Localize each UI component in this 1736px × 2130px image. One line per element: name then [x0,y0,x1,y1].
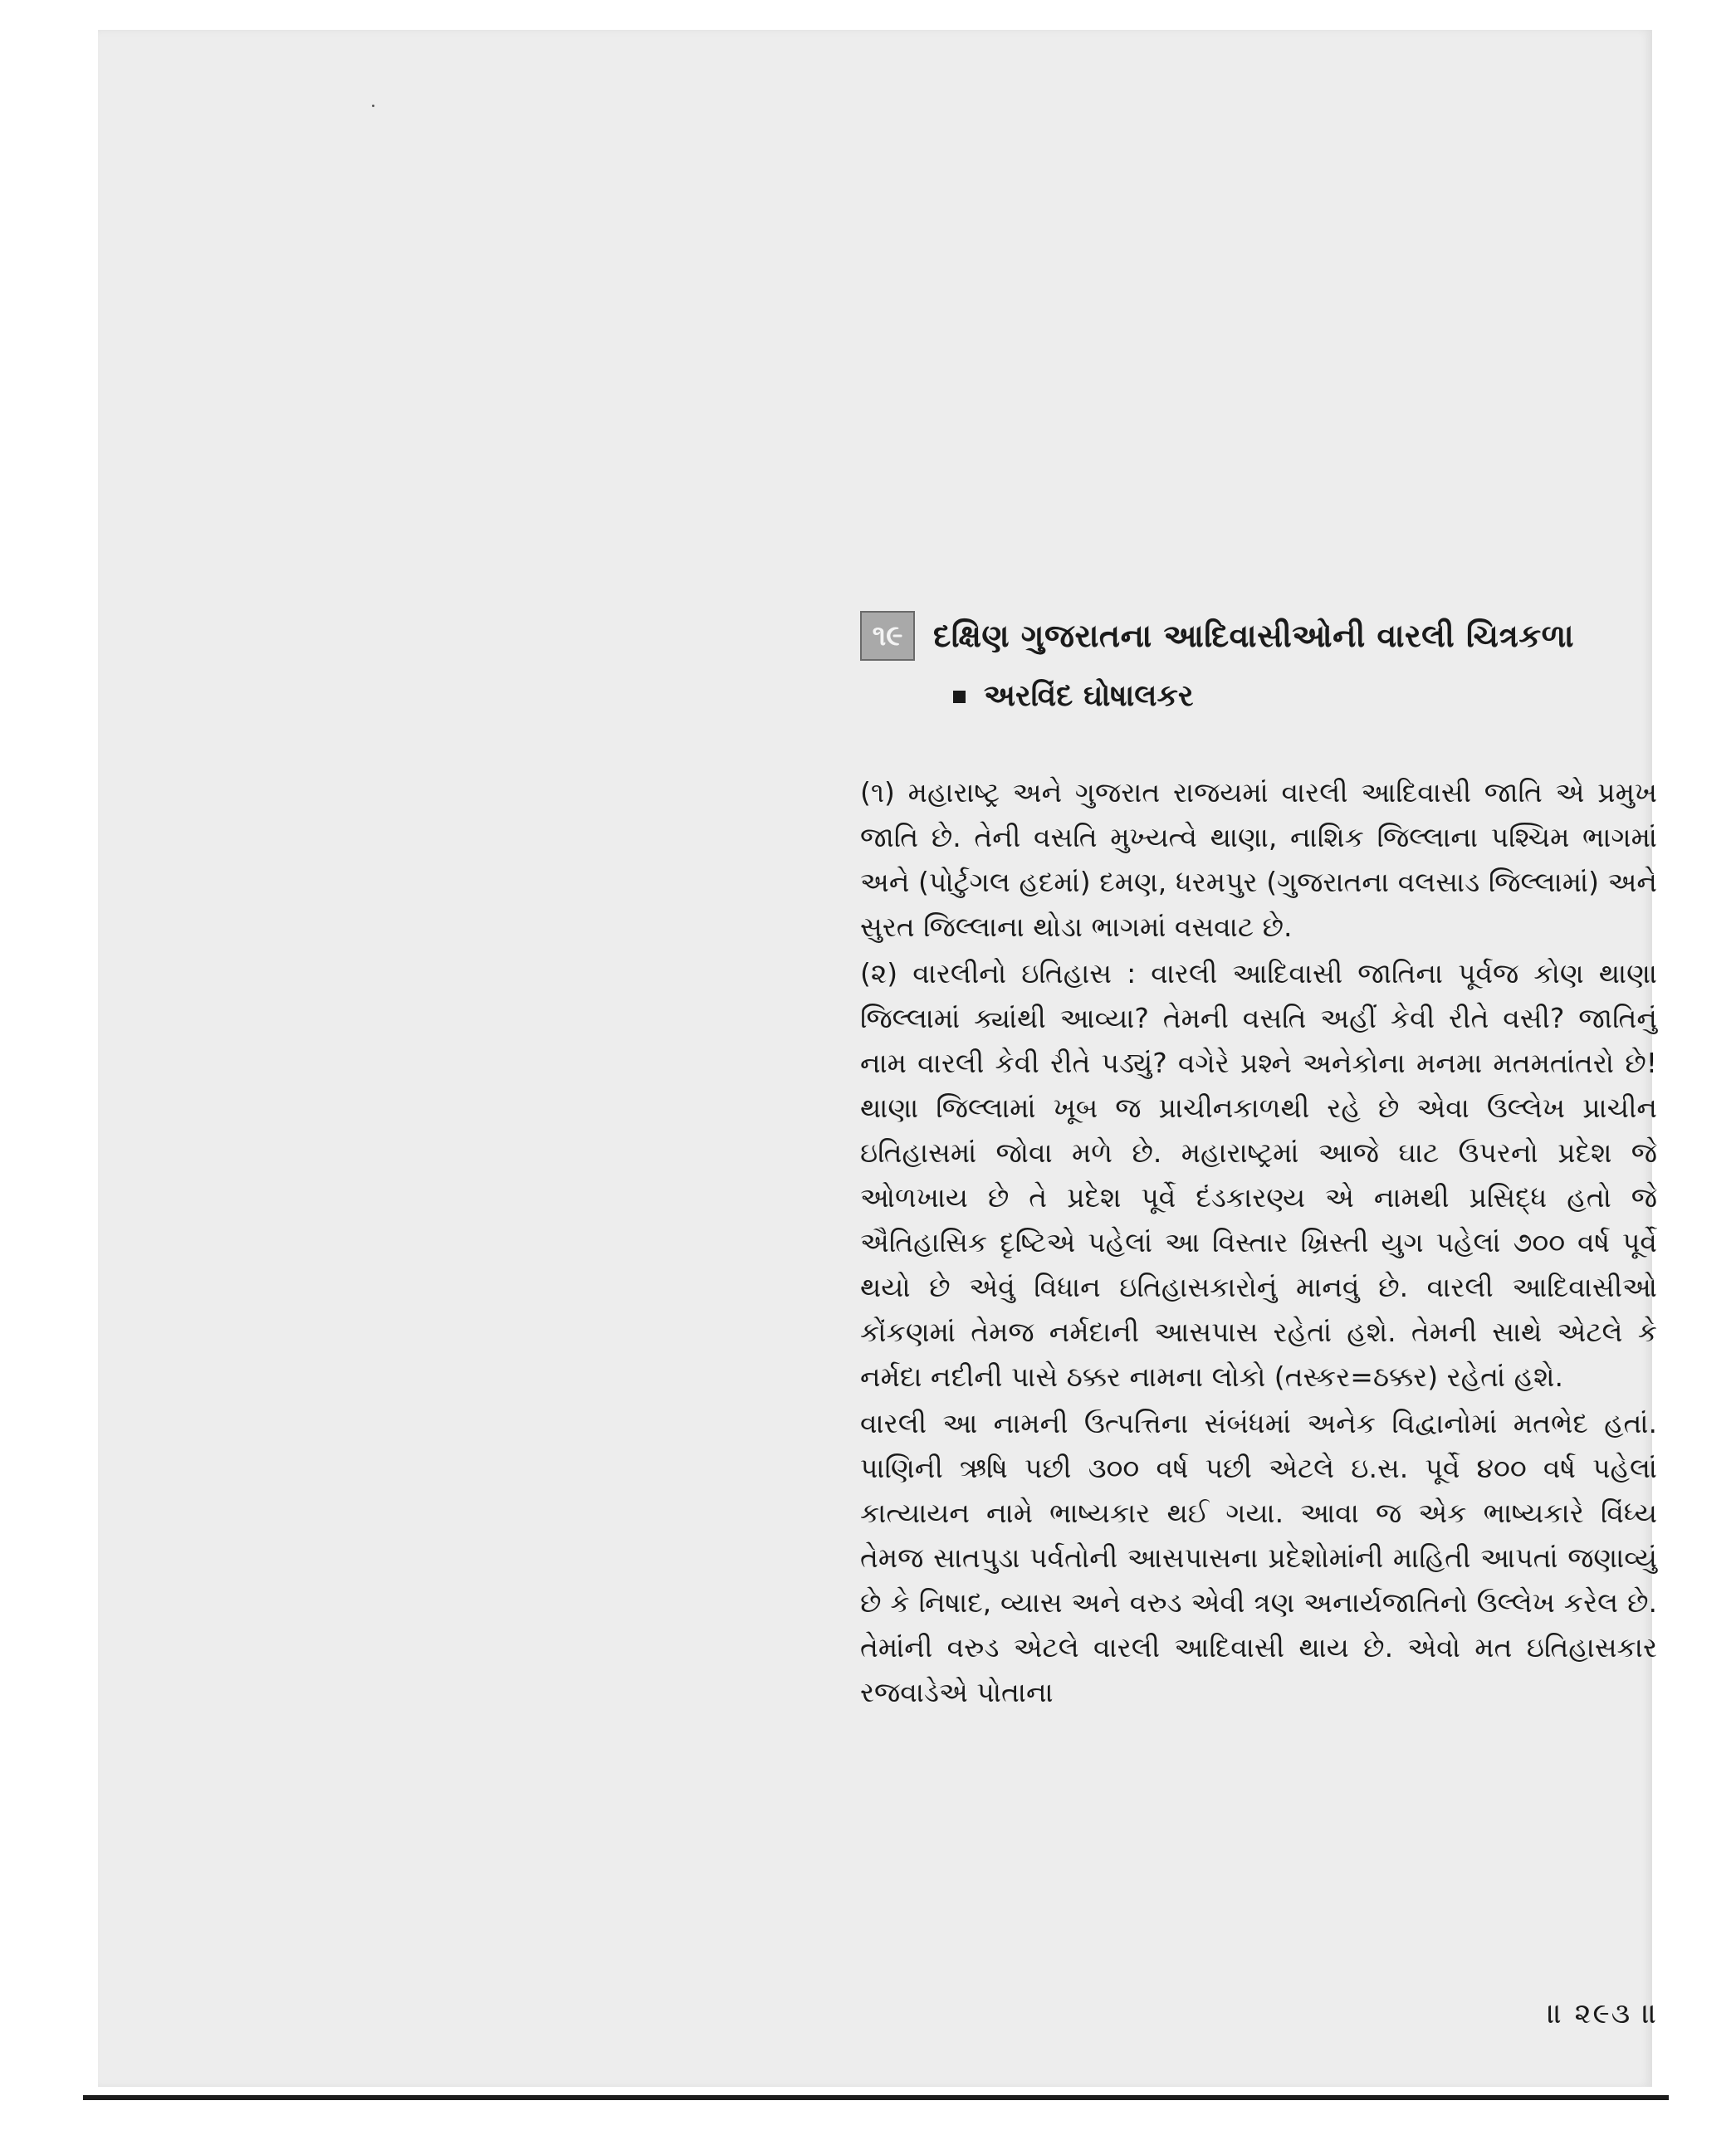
page-bottom-rule [83,2095,1669,2100]
chapter-heading [860,611,1657,661]
dust-speck [372,105,374,107]
article-title: દક્ષિણ ગુજરાતના આદિવાસીઓની વારલી ચિત્રકળા [933,617,1575,654]
chapter-number-badge: ૧૯ [860,611,915,661]
paragraph: (૧) મહારાષ્ટ્ર અને ગુજરાત રાજયમાં વારલી આદિવાસી જાતિ એ પ્રમુખ જાતિ છે. તેની વસતિ મુખ્યત્વે થાણા, નાશિક જિલ્લાના પશ્ચિમ ભાગમાં અને (પોર્ટુગલ હદમાં) દમણ, ધરમપુર (ગુજરાતના વલસાડ જિલ્લામાં) અને સુરત જિલ્લાના થોડા ભાગમાં વસવાટ છે. [860,776,1657,943]
paragraph: વારલી આ નામની ઉત્પત્તિના સંબંધમાં અનેક વિદ્વાનોમાં મતભેદ હતાં. પાણિની ઋષિ પછી ૩૦૦ વર્ષ પછી એટલે ઇ.સ. પૂર્વે ૪૦૦ વર્ષ પહેલાં કાત્યાયન નામે ભાષ્યકાર થઈ ગયા. આવા જ એક ભાષ્યકારે વિંધ્ય તેમજ સાતપુડા પર્વતોની આસપાસના પ્રદેશોમાંની માહિતી આપતાં જણાવ્યું છે કે નિષાદ, વ્યાસ અને વરુડ એવી ત્રણ અનાર્યજાતિનો ઉલ્લેખ કરેલ છે. તેમાંની વરુડ એટલે વારલી આદિવાસી થાય છે. એવો મત ઇતિહાસકાર રજવાડેએ પોતાના [860,1407,1657,1708]
page-sheet [98,30,1659,2087]
article [860,611,1657,1717]
square-bullet-icon [953,691,966,703]
body-text [860,770,1657,1715]
page-number: ॥ ૨૯૩ ॥ [1547,1997,1659,2030]
paragraph: (૨) વારલીનો ઇતિહાસ : વારલી આદિવાસી જાતિના પૂર્વજ કોણ થાણા જિલ્લામાં ક્યાંથી આવ્યા? તેમની વસતિ અહીં કેવી રીતે વસી? જાતિનું નામ વારલી કેવી રીતે પડ્યું? વગેરે પ્રશ્ને અનેકોના મનમા મતમતાંતરો છે! થાણા જિલ્લામાં ખૂબ જ પ્રાચીનકાળથી રહે છે એવા ઉલ્લેખ પ્રાચીન ઇતિહાસમાં જોવા મળે છે. મહારાષ્ટ્રમાં આજે ઘાટ ઉપરનો પ્રદેશ જે ઓળખાય છે તે પ્રદેશ પૂર્વે દંડકારણ્ય એ નામથી પ્રસિદ્ધ હતો જે ઐતિહાસિક દૃષ્ટિએ પહેલાં આ વિસ્તાર ખ્રિસ્તી યુગ પહેલાં ૭૦૦ વર્ષ પૂર્વે થયો છે એવું વિધાન ઇતિહાસકારોનું માનવું છે. વારલી આદિવાસીઓ કોંકણમાં તેમજ નર્મદાની આસપાસ રહેતાં હશે. તેમની સાથે એટલે કે નર્મદા નદીની પાસે ઠક્કર નામના લોકો (તસ્કર=ઠક્કર) રહેતાં હશે. [860,957,1657,1393]
author-line [953,679,1657,714]
author-name: અરવિંદ ઘોષાલકર [984,679,1194,713]
